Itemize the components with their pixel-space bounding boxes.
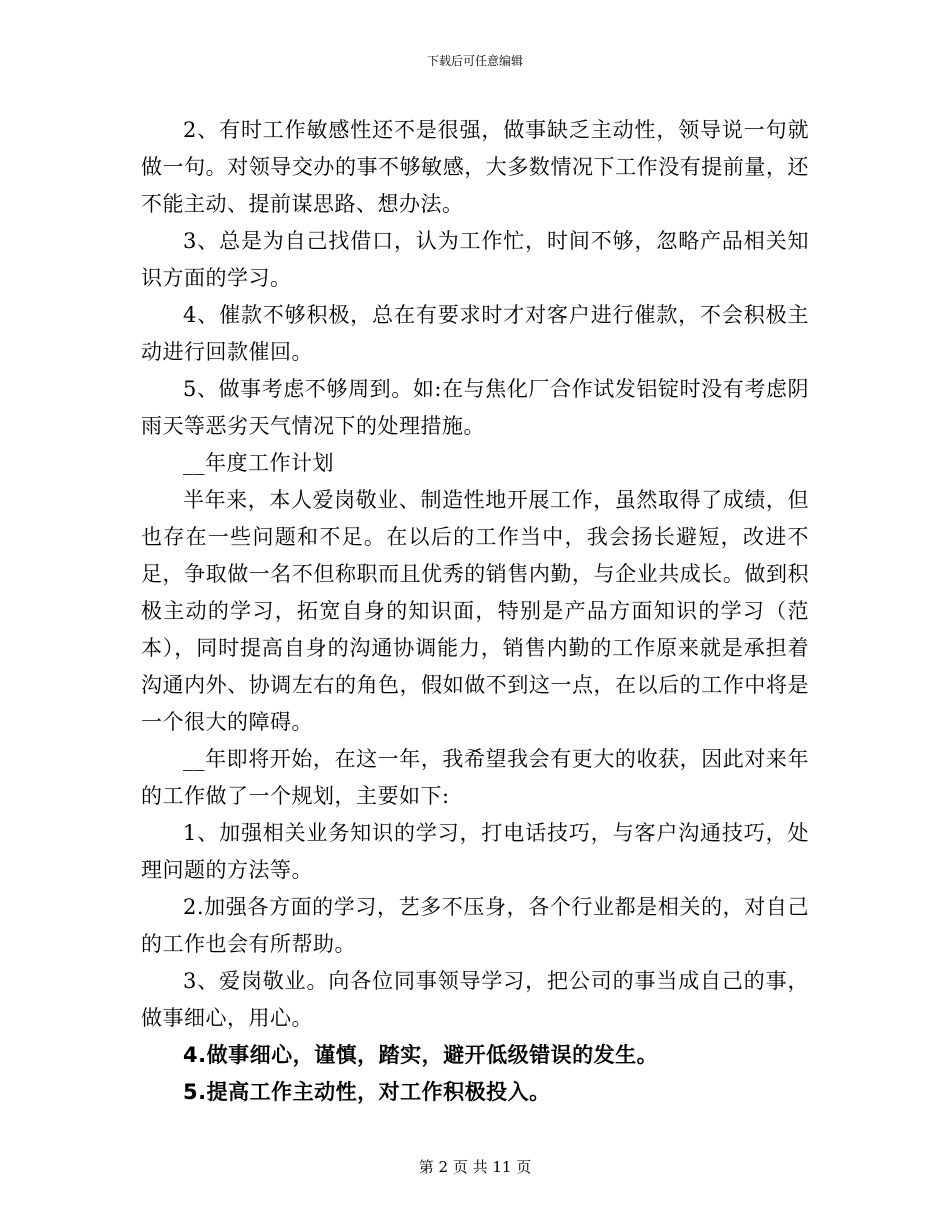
page-footer: 第 2 页 共 11 页 — [418, 1158, 532, 1176]
document-body — [141, 112, 809, 1111]
paragraph-item-3: 3、总是为自己找借口，认为工作忙，时间不够，忽略产品相关知识方面的学习。 — [141, 229, 809, 290]
paragraph-item-4: 4、催款不够积极，总在有要求时才对客户进行催款，不会积极主动进行回款催回。 — [141, 303, 809, 364]
paragraph-item-5: 5、做事考虑不够周到。如:在与焦化厂合作试发铝锭时没有考虑阴雨天等恶劣天气情况下的处理措施。 — [141, 377, 809, 438]
section-heading: __年度工作计划 — [183, 451, 334, 475]
plan-item-1: 1、加强相关业务知识的学习，打电话技巧，与客户沟通技巧，处理问题的方法等。 — [141, 821, 809, 882]
plan-item-5: 5.提高工作主动性，对工作积极投入。 — [183, 1080, 551, 1104]
plan-item-2: 2.加强各方面的学习，艺多不压身，各个行业都是相关的，对自己的工作也会有所帮助。 — [141, 895, 809, 956]
page-header: 下载后可任意编辑 — [426, 54, 523, 68]
plan-item-3: 3、爱岗敬业。向各位同事领导学习，把公司的事当成自己的事，做事细心，用心。 — [141, 969, 809, 1030]
plan-item-4: 4.做事细心，谨慎，踏实，避开低级错误的发生。 — [183, 1043, 659, 1067]
paragraph-item-2: 2、有时工作敏感性还不是很强，做事缺乏主动性，领导说一句就做一句。对领导交办的事不够敏感，大多数情况下工作没有提前量，还不能主动、提前谋思路、想办法。 — [141, 118, 809, 216]
paragraph-plan-intro: __年即将开始，在这一年，我希望我会有更大的收获，因此对来年的工作做了一个规划，主要如下: — [141, 747, 809, 808]
paragraph-summary: 半年来，本人爱岗敬业、制造性地开展工作，虽然取得了成绩，但也存在一些问题和不足。在以后的工作当中，我会扬长避短，改进不足，争取做一名不但称职而且优秀的销售内勤，与企业共成长。做到积极主动的学习，拓宽自身的知识面，特别是产品方面知识的学习（范本），同时提高自身的沟通协调能力，销售内勤的工作原来就是承担着沟通内外、协调左右的角色，假如做不到这一点，在以后的工作中将是一个很大的障碍。 — [141, 488, 809, 734]
